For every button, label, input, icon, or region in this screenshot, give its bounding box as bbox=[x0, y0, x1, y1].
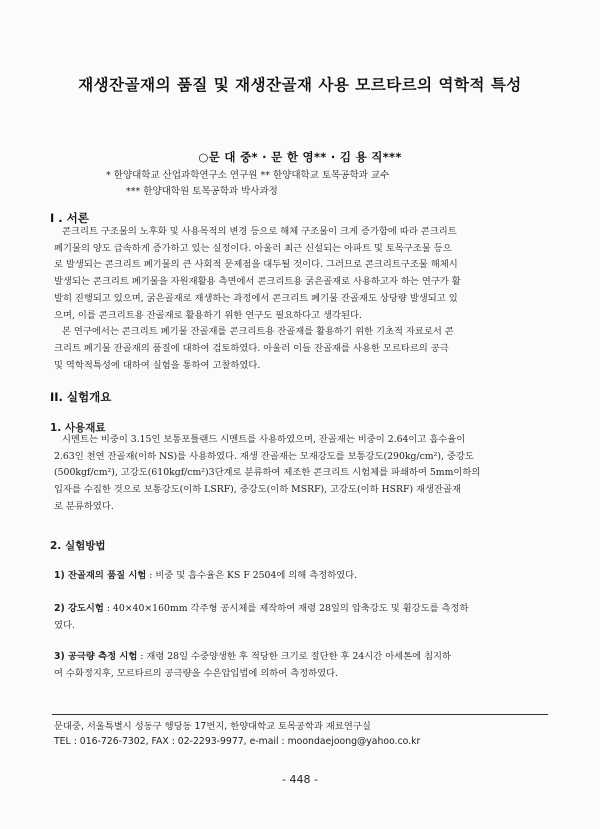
affiliation-line-2: *** 한양대학원 토목공학과 박사과정 bbox=[126, 186, 278, 197]
method-text-continued: 여 수화정지후, 모르타르의 공극량을 수은압입법에 의하여 측정하였다. bbox=[54, 668, 339, 679]
method-item-1 bbox=[54, 567, 548, 584]
text-line: 발생되는 콘크리트 폐기물을 자원재활용 측면에서 콘크리트용 굵은골재로 사용하고자 하는 연구가 활 bbox=[54, 276, 461, 288]
page-number: - 448 - bbox=[282, 773, 318, 786]
text-line: 로 발생되는 콘크리트 폐기물의 큰 사회적 문제점을 대두될 것이다. 그러므로 콘크리트구조물 해체시 bbox=[54, 259, 458, 271]
text-line: 폐기물의 양도 급속하게 증가하고 있는 실정이다. 아울러 최근 신설되는 아파트 및 토목구조물 등으 bbox=[54, 242, 452, 254]
author-list: ○문 대 중* · 문 한 영** · 김 용 직*** bbox=[198, 150, 402, 164]
text-line: 본 연구에서는 콘크리트 폐기물 잔골재를 콘크리트용 잔골재를 활용하기 위한 기초적 자료로서 콘 bbox=[62, 326, 454, 338]
method-label: 1) 잔골재의 품질 시험 bbox=[54, 570, 147, 581]
text-line: 발히 진행되고 있으며, 굵은골재로 재생하는 과정에서 콘크리트 폐기물 잔골재도 상당량 발생되고 있 bbox=[54, 292, 458, 304]
text-line: 및 역학적특성에 대하여 실험을 통하여 고찰하였다. bbox=[54, 359, 261, 371]
method-text-continued: 였다. bbox=[54, 620, 75, 631]
footnote-contact: TEL : 016-726-7302, FAX : 02-2293-9977, e-mail : moondaejoong@yahoo.co.kr bbox=[54, 736, 421, 747]
text-line: 입자를 수집한 것으로 보통강도(이하 LSRF), 중강도(이하 MSRF), 고강도(이하 HSRF) 재생잔골재 bbox=[54, 484, 461, 496]
subsection-methods-heading: 2. 실험방법 bbox=[50, 540, 106, 552]
footnote bbox=[54, 719, 550, 749]
text-line: (500kgf/cm²), 고강도(610kgf/cm²)3단계로 분류하여 제조한 콘크리트 시험체를 파쇄하여 5mm이하의 bbox=[54, 467, 481, 479]
paper-title: 재생잔골재의 품질 및 재생잔골재 사용 모르타르의 역학적 특성 bbox=[78, 76, 522, 94]
affiliation-line-1: * 한양대학교 산업과학연구소 연구원 ** 한양대학교 토목공학과 교수 bbox=[106, 170, 390, 181]
method-item-3 bbox=[54, 648, 548, 682]
method-text: : 재령 28일 수중양생한 후 적당한 크기로 절단한 후 24시간 아세톤에 침지하 bbox=[137, 651, 452, 662]
footnote-divider bbox=[52, 714, 548, 715]
text-line: 시멘트는 비중이 3.15인 보통포틀랜드 시멘트를 사용하였으며, 잔골재는 비중이 2.64이고 흡수율이 bbox=[62, 434, 466, 445]
text-line: 으며, 이를 콘크리트용 잔골재로 활용하기 위한 연구도 필요하다고 생각된다. bbox=[54, 309, 362, 321]
text-line: 크리트 폐기물 잔골재의 품질에 대하여 검토하였다. 아울러 이들 잔골재를 사용한 모르타르의 공극 bbox=[54, 342, 449, 354]
method-text: : 비중 및 흡수율은 KS F 2504에 의해 측정하였다. bbox=[146, 570, 358, 581]
method-label: 2) 강도시험 bbox=[54, 603, 104, 614]
text-line: 로 분류하였다. bbox=[54, 500, 114, 512]
text-line: 2.63인 천연 잔골재(이하 NS)를 사용하였다. 재생 잔골재는 모재강도를 보통강도(290kg/cm²), 중강도 bbox=[54, 450, 474, 462]
text-line: 콘크리트 구조물의 노후화 및 사용목적의 변경 등으로 해체 구조물이 크게 증가함에 따라 콘크리트 bbox=[62, 226, 457, 237]
section-1-heading: I . 서론 bbox=[50, 211, 89, 225]
method-text: : 40×40×160mm 각주형 공시체를 제작하여 재령 28일의 압축강도 및 휨강도를 측정하 bbox=[103, 603, 469, 614]
footnote-address: 문대중, 서울특별시 성동구 행당동 17번지, 한양대학교 토목공학과 재료연구실 bbox=[54, 721, 371, 732]
method-label: 3) 공극량 측정 시험 bbox=[54, 651, 138, 662]
materials-body bbox=[54, 432, 548, 516]
subsection-materials-heading: 1. 사용재료 bbox=[50, 422, 106, 434]
section-2-heading: II. 실험개요 bbox=[50, 390, 112, 404]
method-item-2 bbox=[54, 600, 548, 634]
section-1-body bbox=[54, 224, 548, 374]
